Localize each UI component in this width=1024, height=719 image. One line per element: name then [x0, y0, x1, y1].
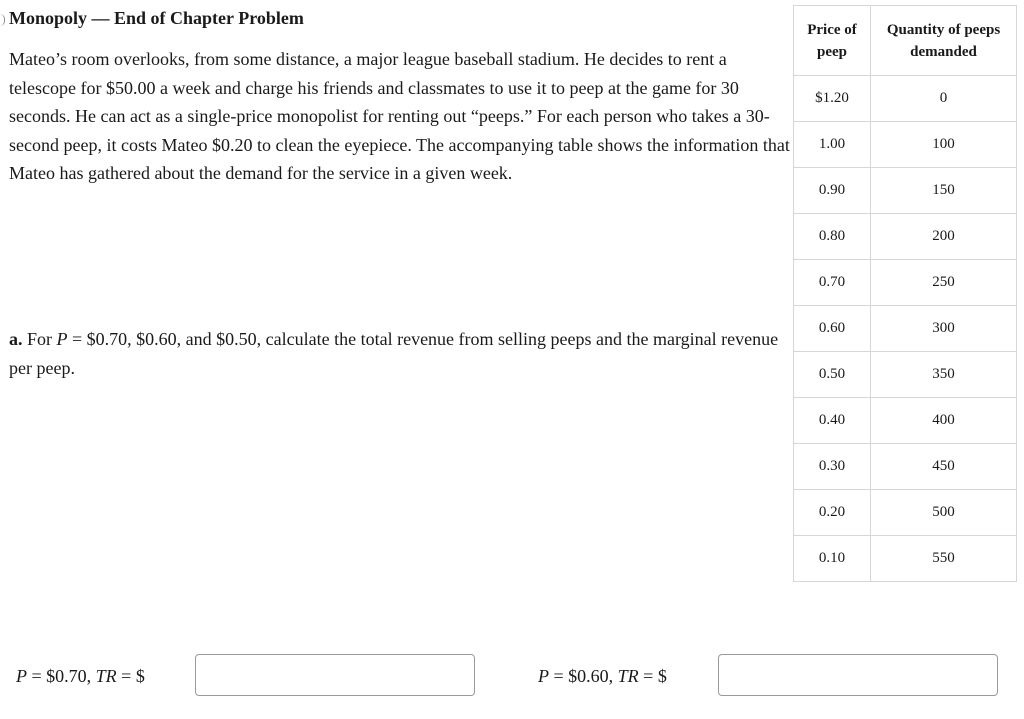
price-cell: 0.20 — [794, 490, 871, 536]
price-cell: 0.40 — [794, 398, 871, 444]
tr-variable: TR — [617, 666, 639, 686]
tr-suffix: = $ — [116, 666, 145, 686]
table-row — [794, 260, 1017, 306]
tr-060-input[interactable] — [718, 654, 998, 696]
question-label: a. — [9, 329, 23, 349]
table-row — [794, 490, 1017, 536]
quantity-cell: 500 — [871, 490, 1017, 536]
quantity-cell: 550 — [871, 536, 1017, 582]
quantity-cell: 250 — [871, 260, 1017, 306]
collapse-marker-icon — [0, 14, 5, 26]
price-cell: 0.10 — [794, 536, 871, 582]
question-variable: P — [56, 329, 68, 349]
price-value: = $0.60, — [549, 666, 618, 686]
answer-label-tr-070 — [16, 654, 145, 699]
quantity-cell: 150 — [871, 168, 1017, 214]
question-text-after: = $0.70, $0.60, and $0.50, calculate the total revenue from selling peeps and the marginal revenue per peep. — [9, 329, 779, 378]
demand-table — [793, 5, 1017, 582]
price-cell: 0.80 — [794, 214, 871, 260]
table-row — [794, 352, 1017, 398]
price-variable: P — [538, 666, 549, 686]
table-row — [794, 444, 1017, 490]
price-cell: $1.20 — [794, 76, 871, 122]
price-cell: 0.30 — [794, 444, 871, 490]
table-row — [794, 122, 1017, 168]
question-a — [9, 325, 791, 382]
price-cell: 0.90 — [794, 168, 871, 214]
table-row — [794, 306, 1017, 352]
price-value: = $0.70, — [27, 666, 96, 686]
quantity-cell: 450 — [871, 444, 1017, 490]
question-text-before: For — [22, 329, 57, 349]
quantity-cell: 0 — [871, 76, 1017, 122]
table-header-row — [794, 6, 1017, 76]
tr-variable: TR — [95, 666, 117, 686]
price-cell: 0.50 — [794, 352, 871, 398]
page-title: Monopoly — End of Chapter Problem — [9, 8, 304, 28]
tr-070-input[interactable] — [195, 654, 475, 696]
price-cell: 0.70 — [794, 260, 871, 306]
quantity-cell: 350 — [871, 352, 1017, 398]
problem-intro: Mateo’s room overlooks, from some distance, a major league baseball stadium. He decides to rent a telescope for $50.00 a week and charge his friends and classmates to use it to peep at the game for 30 seconds. He can act as a single-price monopolist for renting out “peeps.” For each person who takes a 30-second peep, it costs Mateo $0.20 to clean the eyepiece. The accompanying table shows the information that Mateo has gathered about the demand for the service in a given week. — [9, 49, 790, 183]
price-cell: 1.00 — [794, 122, 871, 168]
table-row — [794, 76, 1017, 122]
price-variable: P — [16, 666, 27, 686]
header-price: Price of peep — [794, 6, 871, 76]
table-row — [794, 168, 1017, 214]
quantity-cell: 400 — [871, 398, 1017, 444]
tr-suffix: = $ — [638, 666, 667, 686]
quantity-cell: 300 — [871, 306, 1017, 352]
table-row — [794, 214, 1017, 260]
quantity-cell: 100 — [871, 122, 1017, 168]
price-cell: 0.60 — [794, 306, 871, 352]
answer-label-tr-060 — [538, 654, 667, 699]
table-row — [794, 398, 1017, 444]
table-row — [794, 536, 1017, 582]
header-quantity: Quantity of peeps demanded — [871, 6, 1017, 76]
quantity-cell: 200 — [871, 214, 1017, 260]
